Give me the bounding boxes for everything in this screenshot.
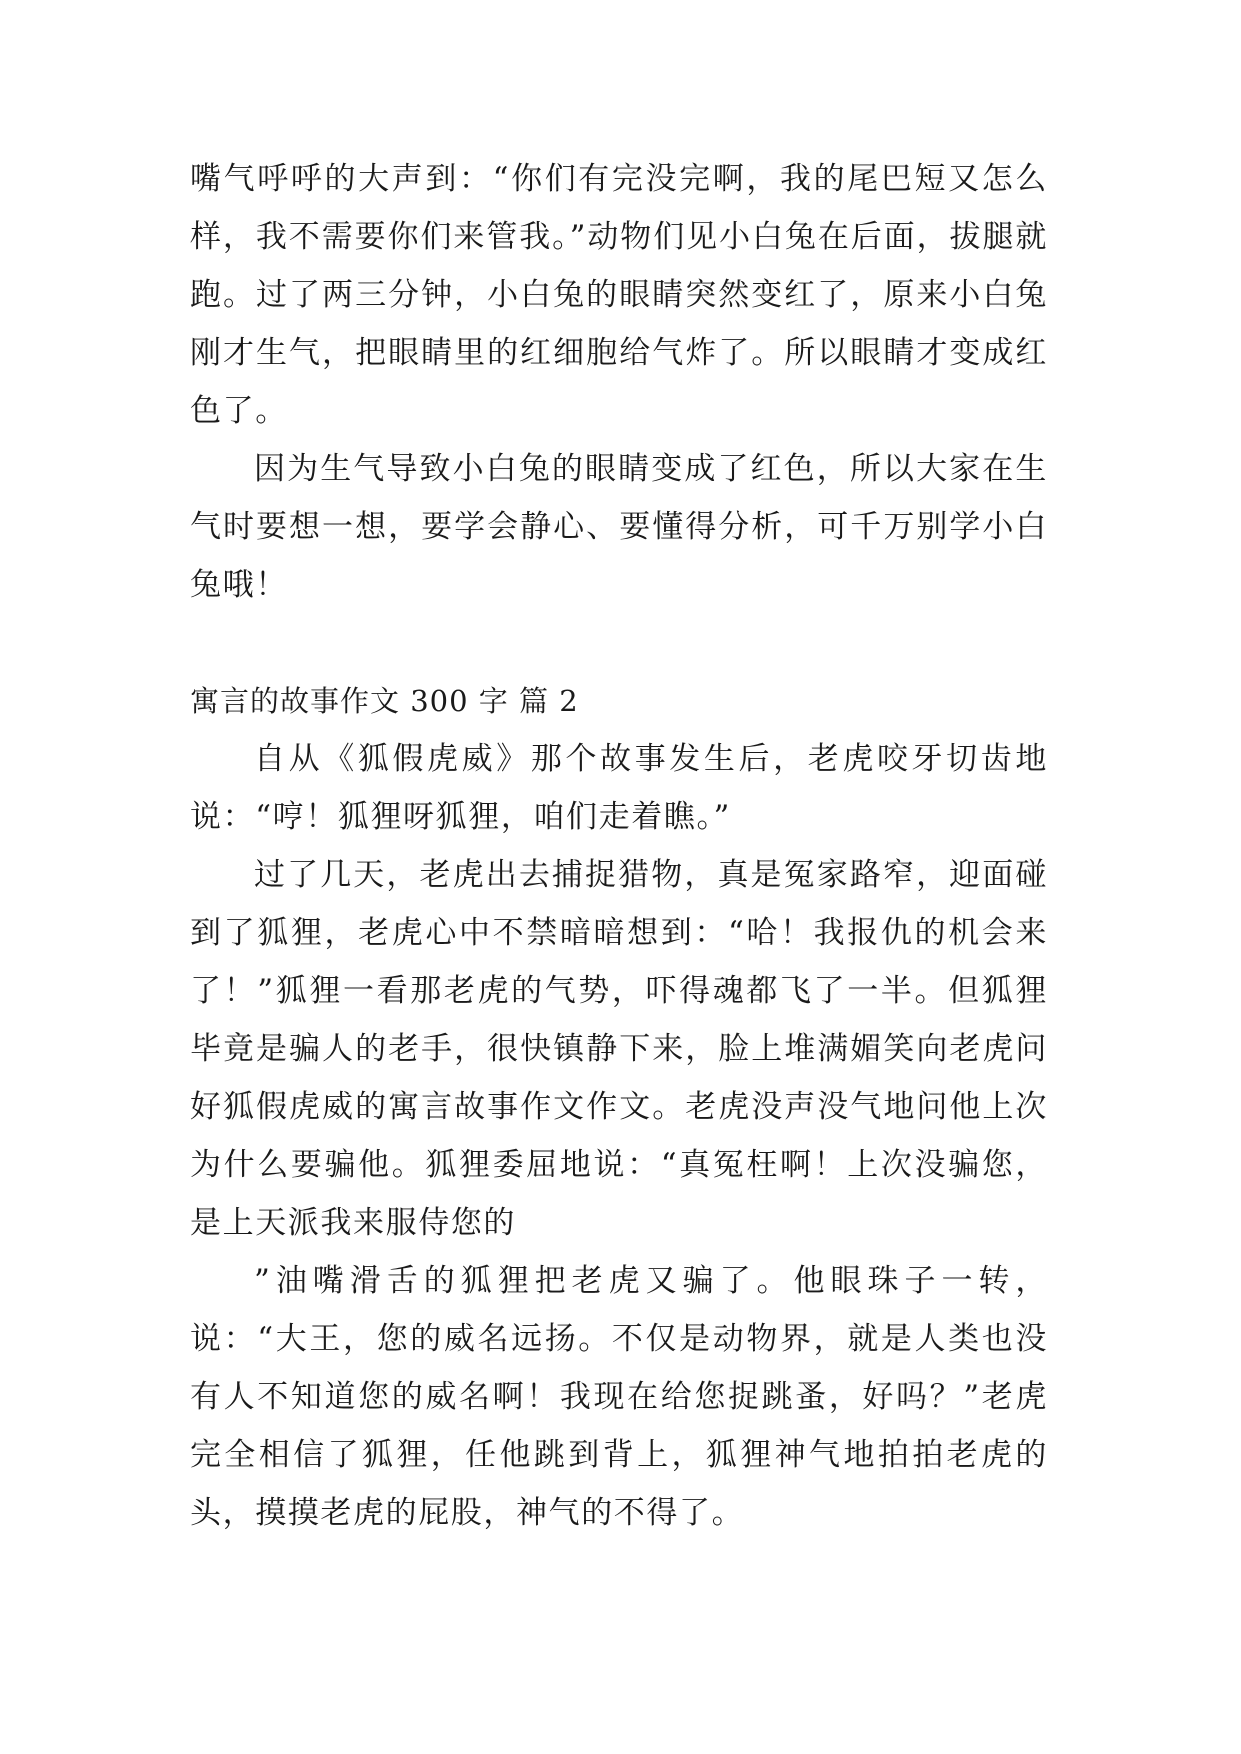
section-spacer (190, 614, 1048, 672)
paragraph-story2-intro: 自从《狐假虎威》那个故事发生后，老虎咬牙切齿地说：“哼！狐狸呀狐狸，咱们走着瞧。” (190, 741, 1048, 835)
paragraph-story1-continuation: 嘴气呼呼的大声到：“你们有完没完啊，我的尾巴短又怎么样，我不需要你们来管我。”动物们见小白兔在后面，拔腿就跑。过了两三分钟，小白兔的眼睛突然变红了，原来小白兔刚才生气，把眼睛里的红细胞给气炸了。所以眼睛才变成红色了。 (190, 161, 1048, 429)
paragraph-story2-encounter: 过了几天，老虎出去捕捉猎物，真是冤家路窄，迎面碰到了狐狸，老虎心中不禁暗暗想到：“哈！我报仇的机会来了！”狐狸一看那老虎的气势，吓得魂都飞了一半。但狐狸毕竟是骗人的老手，很快镇静下来，脸上堆满媚笑向老虎问好狐假虎威的寓言故事作文作文。老虎没声没气地问他上次为什么要骗他。狐狸委屈地说：“真冤枉啊！上次没骗您，是上天派我来服侍您的 (190, 857, 1048, 1241)
paragraph-story2-trick: ”油嘴滑舌的狐狸把老虎又骗了。他眼珠子一转，说：“大王，您的威名远扬。不仅是动物界，就是人类也没有人不知道您的威名啊！我现在给您捉跳蚤，好吗？”老虎完全相信了狐狸，任他跳到背上，狐狸神气地拍拍老虎的头，摸摸老虎的屁股，神气的不得了。 (190, 1263, 1048, 1531)
paragraph-story1-moral: 因为生气导致小白兔的眼睛变成了红色，所以大家在生气时要想一想，要学会静心、要懂得分析，可千万别学小白兔哦！ (190, 451, 1048, 603)
section-title: 寓言的故事作文 300 字 篇 2 (190, 684, 579, 718)
document-page (190, 150, 1048, 1542)
